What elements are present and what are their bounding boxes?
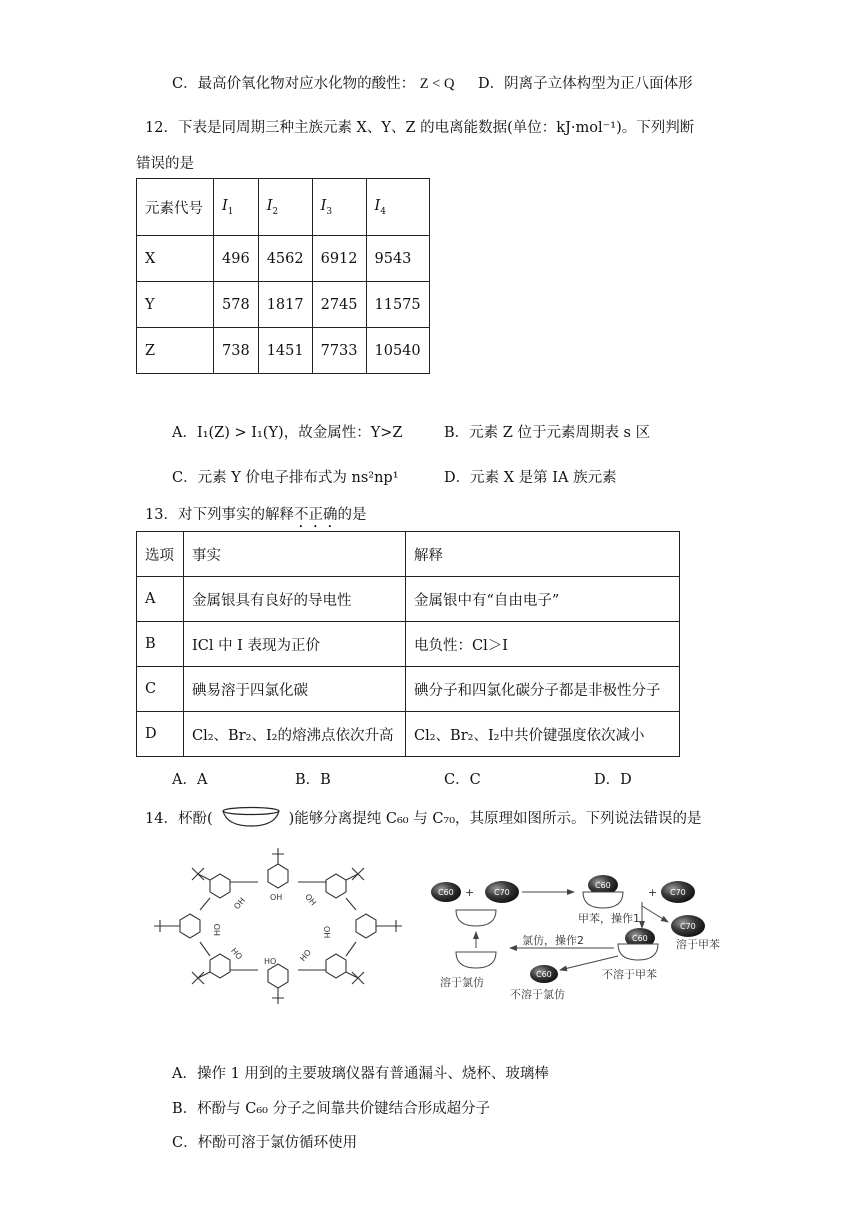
q12-header-cell [312,179,366,236]
q13-cell: ICl 中 I 表现为正价 [184,622,406,667]
plus-sign: + [465,886,475,899]
q12-stem-line2: 错误的是 [136,156,194,172]
q11-option-c-formula: Z < Q [419,76,455,92]
oh-label: OH [322,926,331,939]
q13-option-d: D．D [594,772,632,788]
q12-option-a: A．I₁(Z) > I₁(Y)，故金属性：Y>Z [172,425,403,441]
q11-option-c-text: C．最高价氧化物对应水化物的酸性： [172,76,416,92]
q13-option-a: A．A [172,772,208,788]
q14-option-a: A．操作 1 用到的主要玻璃仪器有普通漏斗、烧杯、玻璃棒 [172,1066,549,1082]
q12-table-header-row [137,179,430,236]
calixarene-structure [148,846,410,1006]
oh-label: OH [270,893,283,902]
i-symbol: I [222,197,228,214]
q12-header-cell [214,179,259,236]
q12-header-cell [366,179,429,236]
q12-option-b: B．元素 Z 位于元素周期表 s 区 [444,425,651,441]
q12-option-d: D．元素 X 是第 IA 族元素 [444,470,617,486]
oh-label: HO [298,947,314,964]
q13-option-b: B．B [295,772,331,788]
q13-table-header-row [137,532,680,577]
q12-cell: Y [137,282,214,328]
q13-stem-emphasis: 不正确 [293,507,338,523]
table-row [137,236,430,282]
q13-cell: 电负性：Cl＞I [406,622,680,667]
dissolve-chloroform-label: 溶于氯仿 [440,976,484,989]
q13-cell: 金属银中有“自由电子” [406,577,680,622]
q13-cell: C [137,667,184,712]
table-row [137,577,680,622]
c60-label: C60 [632,934,648,943]
table-row [137,328,430,374]
q13-stem-suffix: 的是 [337,507,367,523]
q12-cell: Z [137,328,214,374]
i-subscript: 3 [326,206,333,217]
q12-cell: 9543 [366,236,429,282]
c70-label: C70 [670,888,686,897]
dissolve-toluene-label: 溶于甲苯 [676,938,720,951]
q12-cell: 7733 [312,328,366,374]
table-row [137,712,680,757]
insoluble-toluene-label: 不溶于甲苯 [602,968,657,981]
i-symbol: I [374,197,381,214]
q12-cell: 496 [214,236,259,282]
q13-cell: A [137,577,184,622]
q13-cell: Cl₂、Br₂、I₂的熔沸点依次升高 [184,712,406,757]
q14-stem-suffix: )能够分离提纯 C₆₀ 与 C₇₀，其原理如图所示。下列说法错误的是 [288,811,702,827]
oh-label: HO [213,923,222,936]
q13-header-cell: 选项 [137,532,184,577]
q11-option-d: D．阴离子立体构型为正八面体形 [478,76,693,92]
q12-cell: 1817 [258,282,312,328]
table-row [137,667,680,712]
i-symbol: I [266,197,273,214]
q11-option-c [172,72,454,93]
i-subscript: 1 [227,206,234,217]
q13-stem [145,503,366,531]
q12-cell: X [137,236,214,282]
q13-cell: 碘分子和四氯化碳分子都是非极性分子 [406,667,680,712]
q13-cell: 碘易溶于四氯化碳 [184,667,406,712]
q12-header-cell: 元素代号 [137,179,214,236]
q12-cell: 6912 [312,236,366,282]
q14-option-b: B．杯酚与 C₆₀ 分子之间靠共价键结合形成超分子 [172,1101,491,1117]
oh-label: HO [264,957,277,966]
q12-cell: 11575 [366,282,429,328]
q12-cell: 2745 [312,282,366,328]
q14-stem [145,806,702,828]
q13-cell: 金属银具有良好的导电性 [184,577,406,622]
q12-option-c: C．元素 Y 价电子排布式为 ns²np¹ [172,470,399,486]
plus-sign: + [648,886,658,899]
c70-label: C70 [494,888,510,897]
step2-label: 氯仿，操作2 [522,934,584,947]
q13-option-c: C．C [444,772,481,788]
q12-table [136,178,430,374]
q12-cell: 738 [214,328,259,374]
q13-header-cell: 事实 [184,532,406,577]
q14-option-c: C．杯酚可溶于氯仿循环使用 [172,1135,358,1151]
insoluble-chloroform-label: 不溶于氯仿 [510,988,565,1001]
i-subscript: 4 [380,206,386,217]
c60-label: C60 [595,881,611,890]
i-subscript: 2 [272,206,279,217]
c60-label: C60 [438,888,454,897]
q13-stem-prefix: 13．对下列事实的解释 [145,507,294,523]
q12-cell: 578 [214,282,259,328]
oh-label: OH [232,895,248,912]
q12-stem-line1: 12．下表是同周期三种主族元素 X、Y、Z 的电离能数据(单位：kJ·mol⁻¹)。下列判断 [145,120,695,136]
q14-stem-prefix: 14．杯酚( [145,811,213,827]
q13-table [136,531,680,757]
q12-cell: 4562 [258,236,312,282]
oh-label: OH [303,892,318,908]
bowl-icon [219,806,283,828]
q13-cell: D [137,712,184,757]
c60-label: C60 [536,970,552,979]
q12-cell: 1451 [258,328,312,374]
q12-cell: 10540 [366,328,429,374]
c70-label: C70 [680,922,696,931]
separation-diagram [420,870,750,1010]
q12-header-cell [258,179,312,236]
table-row [137,622,680,667]
table-row [137,282,430,328]
oh-label: HO [229,946,244,962]
q13-header-cell: 解释 [406,532,680,577]
q13-cell: B [137,622,184,667]
step1-label: 甲苯，操作1 [578,912,640,925]
i-symbol: I [320,197,327,214]
q13-cell: Cl₂、Br₂、I₂中共价键强度依次减小 [406,712,680,757]
